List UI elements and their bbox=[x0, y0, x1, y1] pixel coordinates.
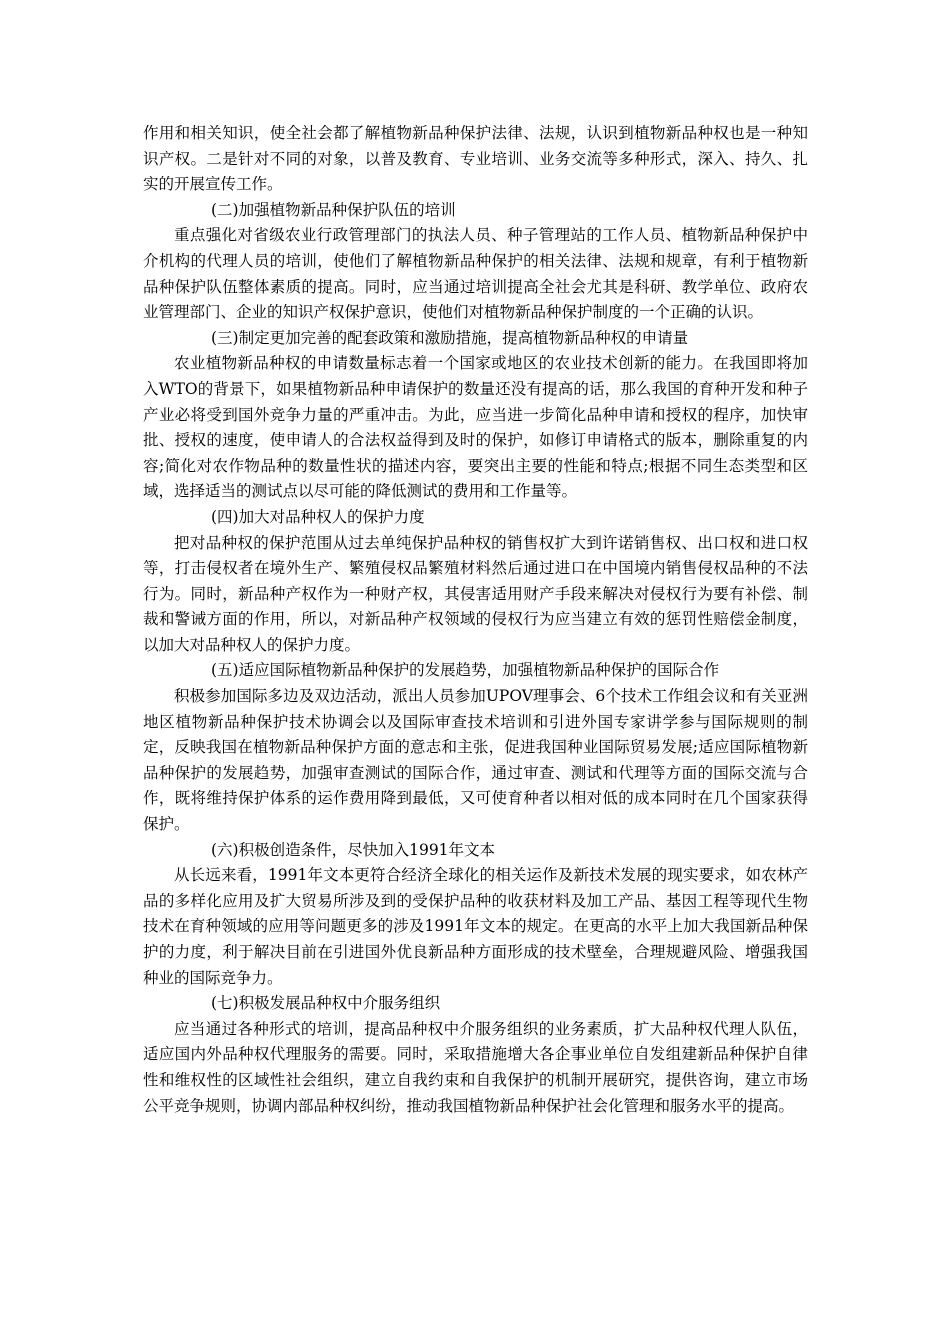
section-heading-6: (六)积极创造条件，尽快加入1991年文本 bbox=[211, 840, 496, 859]
section-body-2: 重点强化对省级农业行政管理部门的执法人员、种子管理站的工作人员、植物新品种保护中介机构的代理人员的培训，使他们了解植物新品种保护的相关法律、法规和规章，有利于植物新品种保护队伍整体素质的提高。同时，应当通过培训提高全社会尤其是科研、教学单位、政府农业管理部门、企业的知识产权保护意识，使他们对植物新品种保护制度的一个正确的认识。 bbox=[143, 226, 808, 322]
section-heading-4: (四)加大对品种权人的保护力度 bbox=[211, 507, 425, 526]
section-heading-5: (五)适应国际植物新品种保护的发展趋势，加强植物新品种保护的国际合作 bbox=[211, 661, 720, 680]
section-body-3: 农业植物新品种权的申请数量标志着一个国家或地区的农业技术创新的能力。在我国即将加入WTO的背景下，如果植物新品种申请保护的数量还没有提高的话，那么我国的育种开发和种子产业必将受到国外竞争力量的严重冲击。为此，应当进一步简化品种申请和授权的程序，加快审批、授权的速度，使申请人的合法权益得到及时的保护，如修订申请格式的版本，删除重复的内容;简化对农作物品种的数量性状的描述内容，要突出主要的性能和特点;根据不同生态类型和区域，选择适当的测试点以尽可能的降低测试的费用和工作量等。 bbox=[143, 354, 808, 501]
document-page bbox=[143, 121, 808, 1119]
section-body-7: 应当通过各种形式的培训，提高品种权中介服务组织的业务素质，扩大品种权代理人队伍，适应国内外品种权代理服务的需要。同时，采取措施增大各企事业单位自发组建新品种保护自律性和维权性的区域性社会组织，建立自我约束和自我保护的机制开展研究，提供咨询，建立市场公平竞争规则，协调内部品种权纠纷，推动我国植物新品种保护社会化管理和服务水平的提高。 bbox=[143, 1019, 808, 1115]
section-heading-3: (三)制定更加完善的配套政策和激励措施，提高植物新品种权的申请量 bbox=[211, 328, 689, 347]
section-heading-7: (七)积极发展品种权中介服务组织 bbox=[211, 994, 441, 1013]
intro-paragraph: 作用和相关知识，使全社会都了解植物新品种保护法律、法规，认识到植物新品种权也是一种知识产权。二是针对不同的对象，以普及教育、专业培训、业务交流等多种形式，深入、持久、扎实的开展宣传工作。 bbox=[143, 124, 808, 194]
section-body-4: 把对品种权的保护范围从过去单纯保护品种权的销售权扩大到许诺销售权、出口权和进口权等，打击侵权者在境外生产、繁殖侵权品繁殖材料然后通过进口在中国境内销售侵权品种的不法行为。同时，新品种产权作为一种财产权，其侵害适用财产手段来解决对侵权行为要有补偿、制裁和警诫方面的作用，所以，对新品种产权领域的侵权行为应当建立有效的惩罚性赔偿金制度，以加大对品种权人的保护力度。 bbox=[143, 533, 808, 654]
section-body-6: 从长远来看，1991年文本更符合经济全球化的相关运作及新技术发展的现实要求，如农林产品的多样化应用及扩大贸易所涉及到的受保护品种的收获材料及加工产品、基因工程等现代生物技术在育种领域的应用等问题更多的涉及1991年文本的规定。在更高的水平上加大我国新品种保护的力度，利于解决目前在引进国外优良新品种方面形成的技术壁垒，合理规避风险、增强我国种业的国际竞争力。 bbox=[143, 866, 808, 987]
section-heading-2: (二)加强植物新品种保护队伍的培训 bbox=[211, 200, 456, 219]
section-body-5: 积极参加国际多边及双边活动，派出人员参加UPOV理事会、6个技术工作组会议和有关亚洲地区植物新品种保护技术协调会以及国际审查技术培训和引进外国专家讲学参与国际规则的制定，反映我国在植物新品种保护方面的意志和主张，促进我国种业国际贸易发展;适应国际植物新品种保护的发展趋势，加强审查测试的国际合作，通过审查、测试和代理等方面的国际交流与合作，既将维持保护体系的运作费用降到最低，又可使育种者以相对低的成本同时在几个国家获得保护。 bbox=[143, 687, 808, 834]
